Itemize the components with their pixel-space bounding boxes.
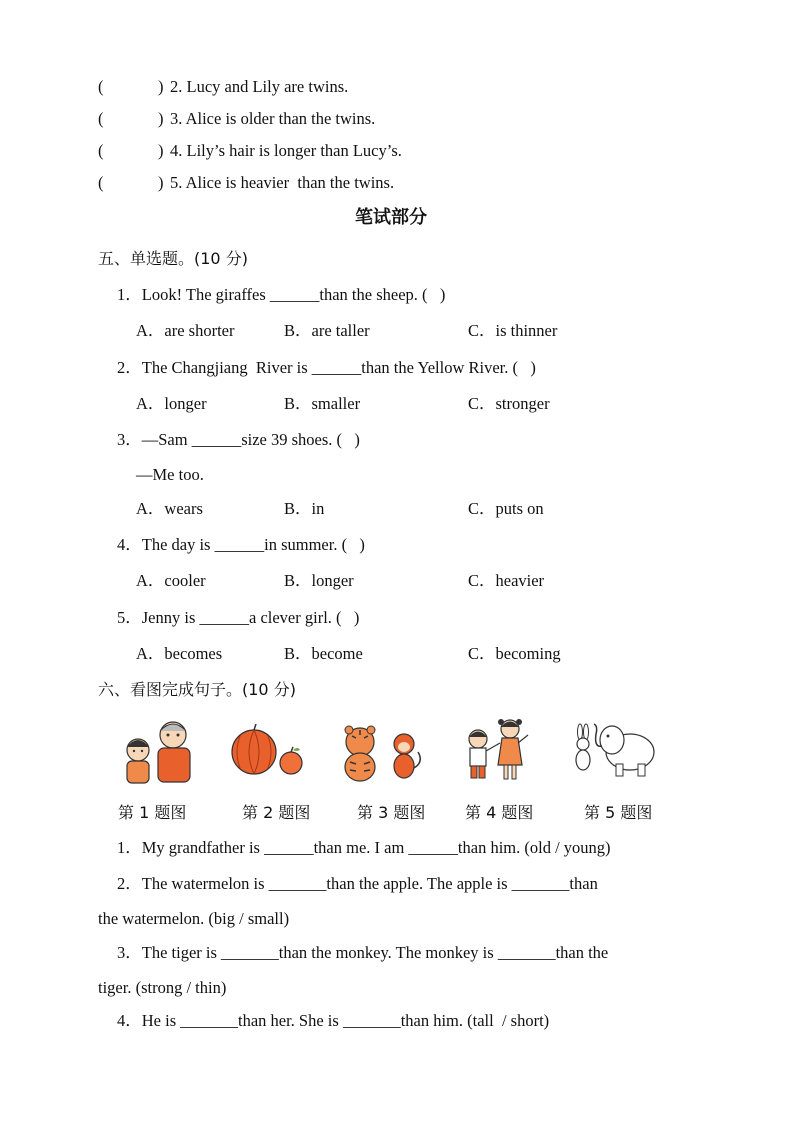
item-text: 3. Alice is older than the twins. [170,109,376,128]
grandfather-and-boy-illustration [118,715,198,785]
answer-paren-close: ) [158,77,164,96]
option-b[interactable]: B．become [284,644,363,663]
sentence-line: 1．My grandfather is ______than me. I am ______than him. (old / young) [117,838,611,857]
option-c[interactable]: C．stronger [468,394,550,413]
figure-caption: 第 3 题图 [357,803,426,822]
elephant-and-rabbit-illustration [568,718,660,780]
question-stem: 1．Look! The giraffes ______than the sheep. ( ) [117,285,446,304]
answer-paren-open[interactable]: ( [98,141,104,160]
option-c[interactable]: C．becoming [468,644,561,663]
option-a[interactable]: A．are shorter [136,321,235,340]
question-stem: 5．Jenny is ______a clever girl. ( ) [117,608,360,627]
sentence-line: tiger. (strong / thin) [98,978,227,997]
answer-paren-close: ) [158,141,164,160]
watermelon-and-apple-illustration [230,722,306,780]
question-stem: 4．The day is ______in summer. ( ) [117,535,365,554]
option-c[interactable]: C．puts on [468,499,544,518]
answer-paren-open[interactable]: ( [98,173,104,192]
answer-paren-close: ) [158,173,164,192]
option-b[interactable]: B．in [284,499,325,518]
sentence-line: 2．The watermelon is _______than the apple. The apple is _______than [117,874,598,893]
option-a[interactable]: A．wears [136,499,203,518]
sentence-line: 4．He is _______than her. She is _______than him. (tall / short) [117,1011,550,1030]
section5-heading: 五、单选题。(10 分) [98,249,248,268]
question-stem: 3．—Sam ______size 39 shoes. ( ) [117,430,360,449]
option-a[interactable]: A．cooler [136,571,206,590]
option-c[interactable]: C．heavier [468,571,545,590]
question-stem: 2．The Changjiang River is ______than the Yellow River. ( ) [117,358,536,377]
sentence-line: the watermelon. (big / small) [98,909,290,928]
tiger-and-monkey-illustration [338,722,424,782]
figure-caption: 第 2 题图 [242,803,311,822]
option-c[interactable]: C．is thinner [468,321,558,340]
option-b[interactable]: B．longer [284,571,354,590]
boy-and-girl-illustration [458,713,534,783]
dialogue-reply: —Me too. [136,465,204,484]
item-text: 2. Lucy and Lily are twins. [170,77,349,96]
option-b[interactable]: B．smaller [284,394,361,413]
sentence-line: 3．The tiger is _______than the monkey. The monkey is _______than the [117,943,609,962]
answer-paren-open[interactable]: ( [98,77,104,96]
figure-caption: 第 4 题图 [465,803,534,822]
figure-caption: 第 1 题图 [118,803,187,822]
item-text: 5. Alice is heavier than the twins. [170,173,395,192]
item-text: 4. Lily’s hair is longer than Lucy’s. [170,141,402,160]
option-a[interactable]: A．becomes [136,644,223,663]
answer-paren-close: ) [158,109,164,128]
answer-paren-open[interactable]: ( [98,109,104,128]
option-a[interactable]: A．longer [136,394,207,413]
section-title: 笔试部分 [355,207,427,228]
option-b[interactable]: B．are taller [284,321,370,340]
figure-caption: 第 5 题图 [584,803,653,822]
section6-heading: 六、看图完成句子。(10 分) [98,680,296,699]
